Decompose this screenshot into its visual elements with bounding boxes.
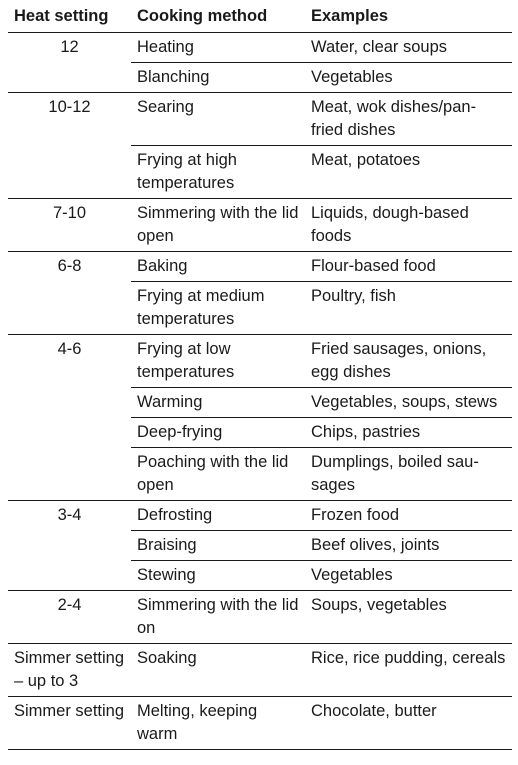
heat-setting-cell: 6-8: [8, 252, 131, 335]
cooking-method-cell: Defrosting: [131, 501, 305, 531]
examples-cell: Beef olives, joints: [305, 531, 512, 561]
examples-cell: Fried sausages, onions, egg dishes: [305, 335, 512, 388]
cooking-method-cell: Baking: [131, 252, 305, 282]
examples-cell: Soups, vegetables: [305, 591, 512, 644]
examples-cell: Dumplings, boiled sau-sages: [305, 448, 512, 501]
table-row: [8, 252, 512, 282]
heat-setting-cell: 7-10: [8, 199, 131, 252]
table-header-row: [8, 2, 512, 33]
table-row: [8, 33, 512, 63]
table-row: [8, 93, 512, 146]
examples-cell: Vegetables: [305, 561, 512, 591]
cooking-method-cell: Frying at medium temperatures: [131, 282, 305, 335]
heat-setting-cell: 4-6: [8, 335, 131, 501]
header-examples: Examples: [305, 2, 512, 33]
examples-cell: Meat, wok dishes/pan-fried dishes: [305, 93, 512, 146]
examples-cell: Rice, rice pudding, cereals: [305, 644, 512, 697]
table-row: [8, 644, 512, 697]
examples-cell: Liquids, dough-based foods: [305, 199, 512, 252]
cooking-method-cell: Poaching with the lid open: [131, 448, 305, 501]
examples-cell: Meat, potatoes: [305, 146, 512, 199]
examples-cell: Poultry, fish: [305, 282, 512, 335]
examples-cell: Vegetables, soups, stews: [305, 388, 512, 418]
cooking-method-cell: Blanching: [131, 63, 305, 93]
examples-cell: Water, clear soups: [311, 38, 448, 56]
examples-cell: Frozen food: [305, 501, 512, 531]
heat-setting-cell: 3-4: [8, 501, 131, 591]
table-row: [8, 199, 512, 252]
cooking-method-cell: Warming: [131, 388, 305, 418]
table-row: [8, 591, 512, 644]
heat-setting-cell: 12: [60, 38, 79, 56]
table-row: [8, 697, 512, 750]
cooking-method-cell: Deep-frying: [131, 418, 305, 448]
cooking-method-cell: Stewing: [131, 561, 305, 591]
examples-cell: Vegetables: [305, 63, 512, 93]
cooking-method-cell: Frying at high temperatures: [131, 146, 305, 199]
cooking-method-cell: Searing: [131, 93, 305, 146]
cooking-method-cell: Simmering with the lid open: [131, 199, 305, 252]
header-cooking-method: Cooking method: [131, 2, 305, 33]
cooking-method-cell: Soaking: [131, 644, 305, 697]
header-heat-setting: Heat setting: [8, 2, 131, 33]
heat-settings-table: [8, 2, 512, 750]
cooking-method-cell: Frying at low temperatures: [131, 335, 305, 388]
cooking-method-cell: Braising: [131, 531, 305, 561]
table-row: [8, 335, 512, 388]
cooking-method-cell: Melting, keeping warm: [131, 697, 305, 750]
examples-cell: Chocolate, butter: [305, 697, 512, 750]
cooking-method-cell: Heating: [137, 38, 194, 56]
heat-setting-cell: Simmer setting: [8, 697, 131, 750]
heat-setting-cell: 10-12: [8, 93, 131, 199]
cooking-method-cell: Simmering with the lid on: [131, 591, 305, 644]
examples-cell: Chips, pastries: [305, 418, 512, 448]
heat-setting-cell: 2-4: [8, 591, 131, 644]
heat-setting-cell: Simmer setting – up to 3: [8, 644, 131, 697]
table-row: [8, 501, 512, 531]
examples-cell: Flour-based food: [305, 252, 512, 282]
